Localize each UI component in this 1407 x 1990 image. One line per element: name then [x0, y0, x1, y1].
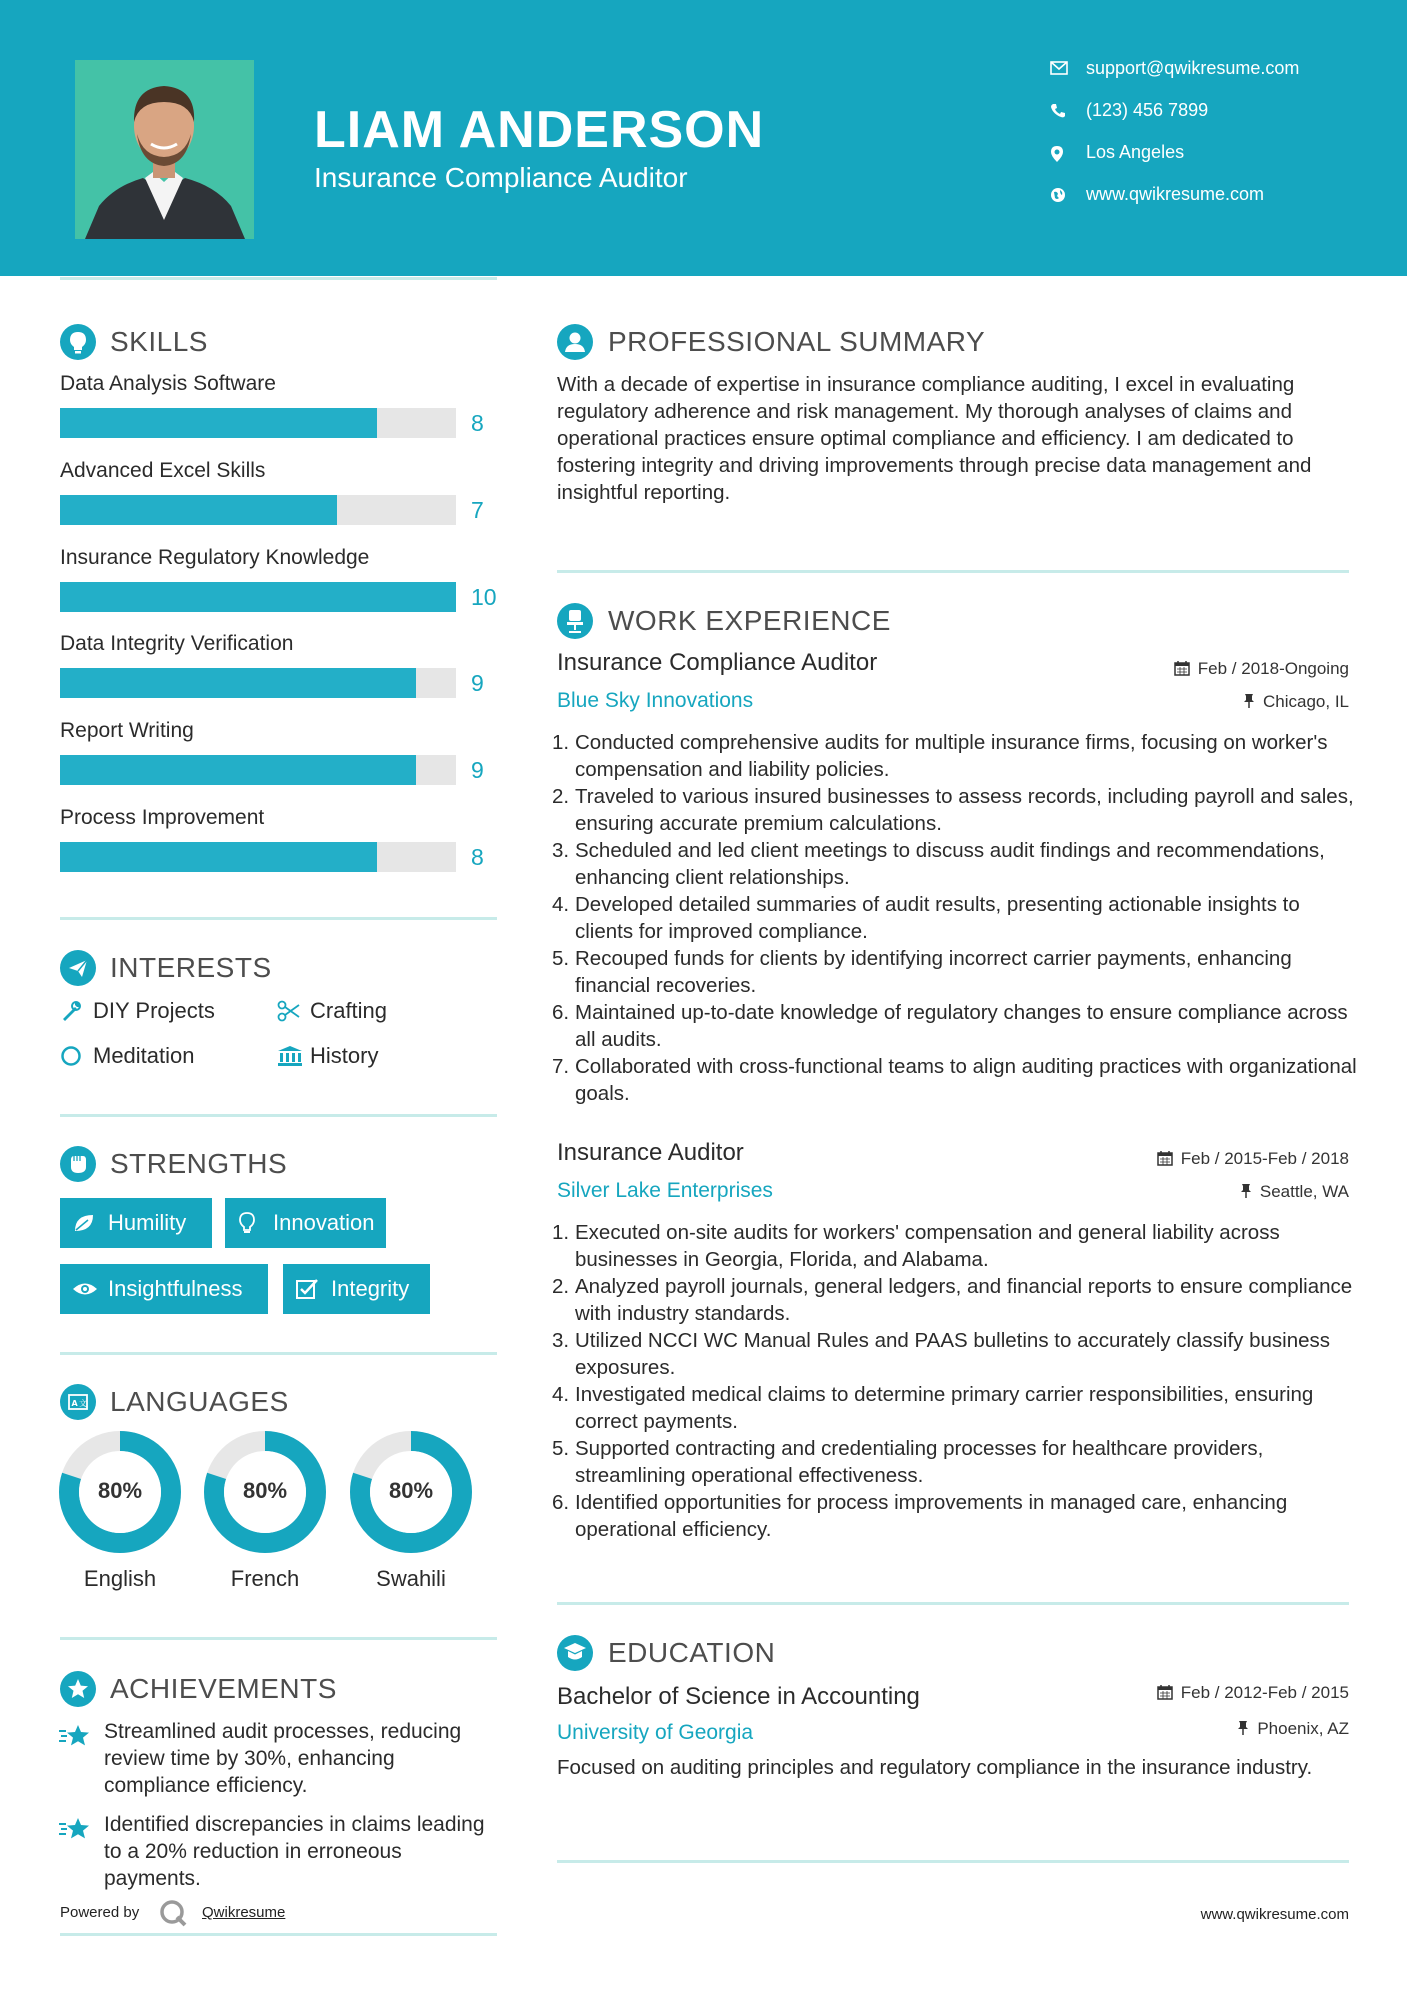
strength-label: Insightfulness [108, 1276, 243, 1301]
bullet-number: 6. [552, 1001, 570, 1024]
bullet-text: Identified opportunities for process improvements in managed care, enhancing operational efficiency. [575, 1491, 1288, 1541]
candidate-title: Insurance Compliance Auditor [314, 162, 688, 193]
skill-value: 9 [471, 757, 484, 783]
strength-tag [60, 1264, 268, 1314]
checkbox-icon [295, 1277, 319, 1301]
job-title: Insurance Auditor [557, 1139, 744, 1166]
job-location [1243, 692, 1349, 712]
section-divider [60, 917, 497, 920]
wrench-icon [60, 1000, 82, 1022]
strength-label: Integrity [331, 1276, 410, 1301]
contact-phone-text: (123) 456 7899 [1086, 100, 1209, 120]
skill-bar-fill [60, 582, 456, 612]
languages-section-icon [60, 1384, 96, 1420]
strength-label: Humility [108, 1210, 187, 1235]
footer-divider [60, 1933, 497, 1936]
job-location-text: Seattle, WA [1259, 1182, 1349, 1201]
language-gauge [350, 1431, 472, 1553]
bullet-number: 1. [552, 1221, 570, 1244]
job-bullet [552, 1381, 1357, 1435]
skills-title: SKILLS [110, 326, 208, 357]
interest-label: Crafting [310, 998, 388, 1023]
svg-text:A: A [71, 1399, 78, 1408]
skill-label: Data Integrity Verification [60, 632, 294, 655]
calendar-icon [1157, 1150, 1173, 1166]
job-bullet [552, 1273, 1357, 1327]
profile-photo [75, 60, 254, 239]
skill-bar-fill [60, 495, 337, 525]
candidate-name: LIAM ANDERSON [314, 101, 765, 159]
language-gauge [204, 1431, 326, 1553]
eye-icon [72, 1277, 98, 1301]
strength-tag [60, 1198, 212, 1248]
achievement-star-icon [58, 1815, 92, 1848]
experience-title: WORK EXPERIENCE [608, 605, 891, 636]
bullet-text: Collaborated with cross-functional teams to align auditing practices with organizational goals. [575, 1055, 1357, 1105]
job-bullet [552, 945, 1357, 999]
interest-label: Meditation [93, 1043, 195, 1068]
skill-label: Insurance Regulatory Knowledge [60, 546, 370, 569]
summary-title: PROFESSIONAL SUMMARY [608, 326, 986, 357]
achievements-title: ACHIEVEMENTS [110, 1673, 337, 1704]
strengths-section-icon [60, 1146, 96, 1182]
bullet-text: Scheduled and led client meetings to discuss audit findings and recommendations, enhancing client relationships. [575, 839, 1325, 889]
bullet-text: Analyzed payroll journals, general ledgers, and financial reports to ensure compliance with industry standards. [575, 1275, 1353, 1325]
job-location [1240, 1182, 1349, 1202]
company-name: Blue Sky Innovations [557, 689, 754, 712]
bullet-number: 7. [552, 1055, 570, 1078]
bullet-text: Conducted comprehensive audits for multiple insurance firms, focusing on worker's compensation and liability policies. [575, 731, 1328, 781]
museum-icon [277, 1045, 303, 1067]
graduate-icon [557, 1635, 593, 1671]
language-gauge-center [79, 1451, 161, 1533]
school-name: University of Georgia [557, 1721, 754, 1744]
job-dates [1174, 659, 1349, 679]
bullet-number: 3. [552, 1329, 570, 1352]
job-title: Insurance Compliance Auditor [557, 649, 878, 676]
bullet-number: 6. [552, 1491, 570, 1514]
pushpin-icon [1243, 693, 1255, 709]
education-title: EDUCATION [608, 1637, 776, 1668]
summary-text: With a decade of expertise in insurance compliance auditing, I excel in evaluating regulatory adherence and risk management. My thorough analyses of claims and operational practices ensure optimal compliance and efficiency. I am dedicated to fostering integrity and driving improvements through precise data management and insightful reporting. [557, 373, 1312, 504]
achievement-text: Streamlined audit processes, reducing review time by 30%, enhancing compliance efficiency. [104, 1720, 462, 1797]
bullet-text: Executed on-site audits for workers' compensation and general liability across businesses in Georgia, Florida, and Alabama. [575, 1221, 1280, 1271]
star-badge-icon [60, 1671, 96, 1707]
contact-location-text: Los Angeles [1086, 142, 1185, 162]
skill-bar [60, 668, 456, 698]
interest-label: DIY Projects [93, 998, 215, 1023]
education-section-icon [557, 1635, 593, 1671]
language-name: French [230, 1566, 300, 1591]
bullet-text: Utilized NCCI WC Manual Rules and PAAS bulletins to accurately classify business exposures. [575, 1329, 1331, 1379]
envelope-icon [1050, 61, 1068, 75]
skill-label: Report Writing [60, 719, 194, 742]
education-dates [1157, 1683, 1349, 1703]
language-name: English [83, 1566, 157, 1591]
location-pin-icon [1050, 145, 1064, 163]
skill-bar-fill [60, 668, 416, 698]
bullet-text: Supported contracting and credentialing processes for healthcare providers, streamlining operational effectiveness. [575, 1437, 1264, 1487]
skill-bar [60, 495, 456, 525]
qwikresume-link[interactable]: Qwikresume [202, 1904, 286, 1921]
job-bullet [552, 1327, 1357, 1381]
skill-value: 9 [471, 670, 484, 696]
scissors-icon [277, 1000, 301, 1022]
language-gauge-center [224, 1451, 306, 1533]
job-dates-text: Feb / 2015-Feb / 2018 [1180, 1149, 1349, 1168]
job-bullet [552, 999, 1357, 1053]
interests-section-icon [60, 950, 96, 986]
raised-fist-icon [60, 1146, 96, 1182]
languages-title: LANGUAGES [110, 1386, 289, 1417]
bullet-text: Investigated medical claims to determine primary carrier responsibilities, ensuring correct payments. [575, 1383, 1314, 1433]
job-dates-text: Feb / 2018-Ongoing [1197, 659, 1349, 678]
language-gauge-center [370, 1451, 452, 1533]
job-bullet-list [552, 729, 1357, 1107]
education-location-text: Phoenix, AZ [1257, 1719, 1349, 1738]
language-percent: 80% [388, 1478, 434, 1503]
job-bullet [552, 1053, 1357, 1107]
experience-section-icon [557, 603, 593, 639]
skill-label: Process Improvement [60, 806, 265, 829]
company-name: Silver Lake Enterprises [557, 1179, 773, 1202]
skill-bar-fill [60, 755, 416, 785]
job-dates [1157, 1149, 1349, 1169]
translate-icon [60, 1384, 96, 1420]
job-bullet [552, 891, 1357, 945]
qwikresume-logo-icon [158, 1898, 188, 1933]
office-chair-icon [557, 603, 593, 639]
job-location-text: Chicago, IL [1263, 692, 1349, 711]
contact-website-text: www.qwikresume.com [1086, 184, 1265, 204]
bullet-number: 2. [552, 1275, 570, 1298]
skill-bar-fill [60, 408, 377, 438]
calendar-icon [1174, 660, 1190, 676]
section-divider [557, 570, 1349, 573]
skill-bar [60, 408, 456, 438]
job-bullet-list [552, 1219, 1357, 1543]
interest-label: History [310, 1043, 379, 1068]
skill-bar [60, 755, 456, 785]
job-bullet [552, 1435, 1357, 1489]
degree-name: Bachelor of Science in Accounting [557, 1683, 920, 1710]
bullet-number: 2. [552, 785, 570, 808]
strength-label: Innovation [273, 1210, 375, 1235]
lightbulb-icon [60, 324, 96, 360]
bullet-text: Recouped funds for clients by identifying incorrect carrier payments, enhancing financial recoveries. [575, 947, 1292, 997]
section-divider [60, 1352, 497, 1355]
leaf-icon [72, 1211, 96, 1235]
skill-value: 8 [471, 844, 484, 870]
skill-value: 7 [471, 497, 484, 523]
pushpin-icon [1237, 1720, 1249, 1736]
bullet-number: 5. [552, 1437, 570, 1460]
achievement-text: Identified discrepancies in claims leading to a 20% reduction in erroneous payments. [104, 1813, 485, 1890]
skill-label: Advanced Excel Skills [60, 459, 266, 482]
education-location [1237, 1719, 1349, 1739]
bullet-text: Traveled to various insured businesses to assess records, including payroll and sales, ensuring accurate premium calculations. [575, 785, 1354, 835]
language-gauge [59, 1431, 181, 1553]
contact-email-text: support@qwikresume.com [1086, 58, 1300, 78]
skills-section-icon [60, 324, 96, 360]
language-percent: 80% [97, 1478, 143, 1503]
job-bullet [552, 729, 1357, 783]
svg-text:文: 文 [79, 1399, 87, 1408]
language-name: Swahili [376, 1566, 446, 1591]
skill-bar [60, 842, 456, 872]
paper-plane-icon [60, 950, 96, 986]
pushpin-icon [1240, 1183, 1252, 1199]
bullet-text: Maintained up-to-date knowledge of regulatory changes to ensure compliance across all audits. [575, 1001, 1348, 1051]
phone-icon [1050, 103, 1066, 119]
globe-icon [1050, 187, 1066, 203]
strengths-title: STRENGTHS [110, 1148, 288, 1179]
interests-title: INTERESTS [110, 952, 272, 983]
skill-value: 10 [471, 584, 497, 610]
language-percent: 80% [242, 1478, 288, 1503]
lightbulb-icon [237, 1211, 257, 1235]
skill-bar [60, 582, 456, 612]
bullet-text: Developed detailed summaries of audit results, presenting actionable insights to clients for improved compliance. [575, 893, 1300, 943]
job-bullet [552, 837, 1357, 891]
job-bullet [552, 1489, 1357, 1543]
education-description: Focused on auditing principles and regulatory compliance in the insurance industry. [557, 1756, 1313, 1779]
section-divider [60, 1637, 497, 1640]
left-top-divider [60, 277, 497, 280]
job-bullet [552, 1219, 1357, 1273]
education-dates-text: Feb / 2012-Feb / 2015 [1180, 1683, 1349, 1702]
circle-icon [60, 1045, 82, 1067]
bullet-number: 4. [552, 1383, 570, 1406]
achievement-star-icon [58, 1722, 92, 1755]
bullet-number: 4. [552, 893, 570, 916]
section-divider [557, 1602, 1349, 1605]
skill-label: Data Analysis Software [60, 372, 276, 395]
bullet-number: 5. [552, 947, 570, 970]
skill-value: 8 [471, 410, 484, 436]
strength-tag [283, 1264, 430, 1314]
job-bullet [552, 783, 1357, 837]
section-divider [557, 1860, 1349, 1863]
skill-bar-fill [60, 842, 377, 872]
summary-section-icon [557, 324, 593, 360]
bullet-number: 1. [552, 731, 570, 754]
bullet-number: 3. [552, 839, 570, 862]
powered-by-label: Powered by [60, 1904, 140, 1921]
user-icon [557, 324, 593, 360]
achievements-section-icon [60, 1671, 96, 1707]
strength-tag [225, 1198, 386, 1248]
footer-website[interactable]: www.qwikresume.com [1200, 1906, 1349, 1923]
section-divider [60, 1114, 497, 1117]
calendar-icon [1157, 1684, 1173, 1700]
